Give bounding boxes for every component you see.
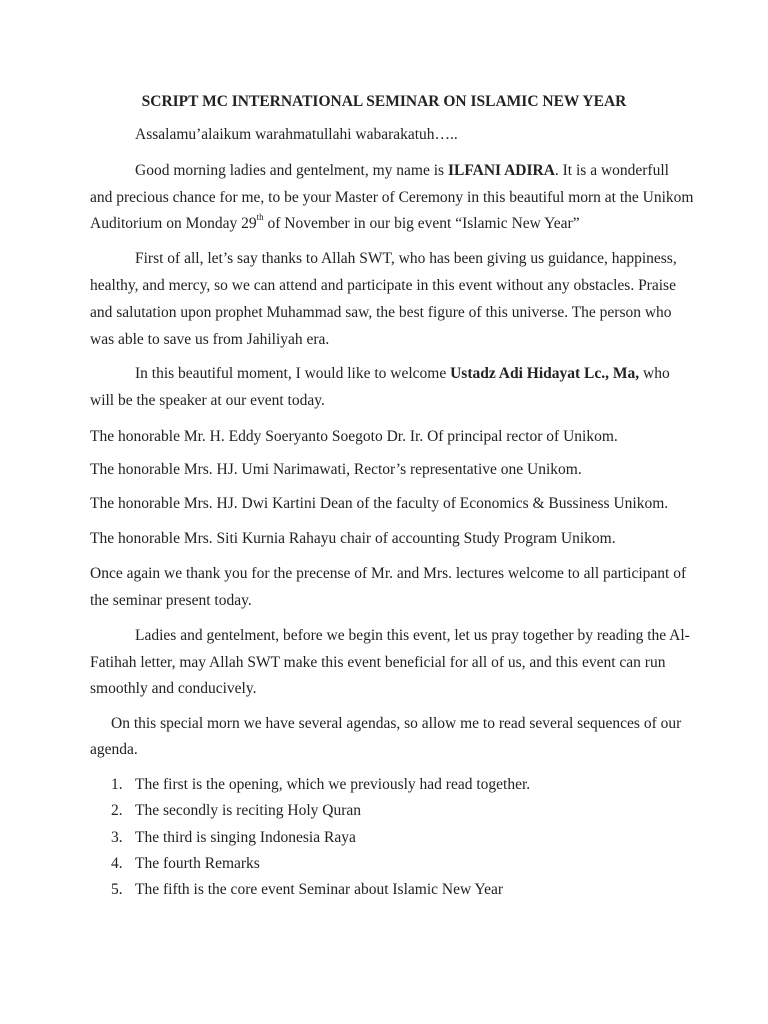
intro-date-b: of November in our big event “Islamic New Year” <box>263 215 580 232</box>
paragraph-intro-line-2: and precious chance for me, to be your Master of Ceremony in this beautiful morn at the Unikom <box>90 189 694 206</box>
welcome-text-b: who <box>639 365 670 382</box>
mc-name: ILFANI ADIRA <box>447 162 555 179</box>
intro-date-sup: th <box>256 211 264 222</box>
list-item-text: The first is the opening, which we previously had read together. <box>135 776 531 793</box>
list-item-number: 4. <box>111 855 123 872</box>
honorable-line: The honorable Mr. H. Eddy Soeryanto Soegoto Dr. Ir. Of principal rector of Unikom. <box>90 428 618 445</box>
paragraph-thanks-line-2: healthy, and mercy, so we can attend and participate in this event without any obstacles. Praise <box>90 277 676 294</box>
document-title: SCRIPT MC INTERNATIONAL SEMINAR ON ISLAMIC NEW YEAR <box>141 93 627 110</box>
paragraph-intro-line-1 <box>135 162 669 180</box>
welcome-text-a: In this beautiful moment, I would like to welcome <box>135 365 451 382</box>
paragraph-pray-line-2: Fatihah letter, may Allah SWT make this event beneficial for all of us, and this event can run <box>90 654 666 671</box>
list-item-text: The third is singing Indonesia Raya <box>135 829 356 846</box>
list-item-text: The secondly is reciting Holy Quran <box>135 802 361 819</box>
list-item-number: 1. <box>111 776 123 793</box>
honorable-line: The honorable Mrs. HJ. Dwi Kartini Dean of the faculty of Economics & Bussiness Unikom. <box>90 495 669 512</box>
paragraph-pray-line-3: smoothly and conducively. <box>90 680 257 697</box>
intro-text-b: . It is a wonderfull <box>554 162 669 179</box>
paragraph-thankyou-line-1: Once again we thank you for the precense of Mr. and Mrs. lectures welcome to all participant of <box>90 565 687 582</box>
honorable-line: The honorable Mrs. Siti Kurnia Rahayu chair of accounting Study Program Unikom. <box>90 530 616 547</box>
list-item-number: 3. <box>111 829 123 846</box>
paragraph-agenda-intro-line-2: agenda. <box>90 741 138 758</box>
paragraph-thanks-line-3: and salutation upon prophet Muhammad saw, the best figure of this universe. The person who <box>90 304 672 321</box>
list-item-number: 5. <box>111 881 123 898</box>
paragraph-agenda-intro-line-1: On this special morn we have several agendas, so allow me to read several sequences of our <box>111 715 682 732</box>
paragraph-thanks-line-1: First of all, let’s say thanks to Allah SWT, who has been giving us guidance, happiness, <box>135 250 677 267</box>
list-item-text: The fourth Remarks <box>135 855 260 872</box>
paragraph-thanks-line-4: was able to save us from Jahiliyah era. <box>90 331 330 348</box>
intro-text-a: Good morning ladies and gentelment, my name is <box>135 162 448 179</box>
paragraph-welcome-line-1 <box>135 365 670 383</box>
list-item-text: The fifth is the core event Seminar about Islamic New Year <box>135 881 504 898</box>
paragraph-thankyou-line-2: the seminar present today. <box>90 592 252 609</box>
paragraph-pray-line-1: Ladies and gentelment, before we begin this event, let us pray together by reading the Al- <box>135 627 690 644</box>
speaker-name: Ustadz Adi Hidayat Lc., Ma, <box>450 365 640 382</box>
intro-date-a: Auditorium on Monday 29 <box>90 215 257 232</box>
list-item-number: 2. <box>111 802 123 819</box>
paragraph-welcome-line-2: will be the speaker at our event today. <box>90 392 325 409</box>
paragraph-intro-line-3 <box>90 211 580 233</box>
honorable-line: The honorable Mrs. HJ. Umi Narimawati, Rector’s representative one Unikom. <box>90 461 582 478</box>
greeting: Assalamu’alaikum warahmatullahi wabarakatuh….. <box>135 126 458 143</box>
